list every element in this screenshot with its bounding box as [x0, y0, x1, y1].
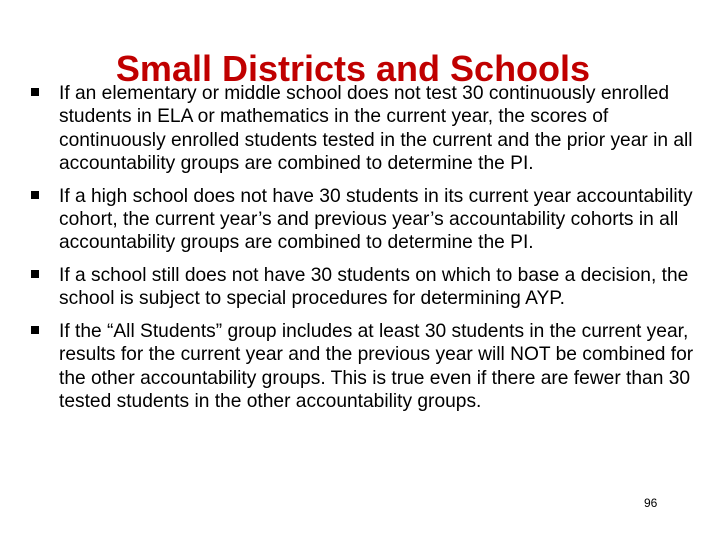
square-bullet-icon — [31, 191, 39, 199]
bullet-text: If the “All Students” group includes at least 30 students in the current year, results for the current year and the previous year will NOT be combined for the other accountability groups. This is true even if there are fewer than 30 tested students in the other accountability groups. — [59, 321, 694, 413]
bullet-item — [30, 82, 706, 175]
bullet-item — [30, 264, 706, 311]
slide-title: Small Districts and Schools — [115, 48, 591, 90]
page-number: 96 — [644, 496, 658, 510]
bullet-item — [30, 185, 706, 255]
bullet-list — [30, 82, 706, 423]
bullet-text: If a school still does not have 30 students on which to base a decision, the school is subject to special procedures for determining AYP. — [59, 265, 689, 310]
bullet-text: If an elementary or middle school does not test 30 continuously enrolled students in ELA or mathematics in the current year, the scores of continuously enrolled students tested in the current and the prior year in all accountability groups are combined to determine the PI. — [59, 83, 693, 174]
square-bullet-icon — [31, 326, 39, 334]
bullet-text: If a high school does not have 30 students in its current year accountability cohort, the current year’s and previous year’s accountability cohorts in all accountability groups are combined to determine the PI. — [59, 185, 693, 254]
square-bullet-icon — [31, 88, 39, 96]
bullet-item — [30, 320, 706, 413]
square-bullet-icon — [31, 270, 39, 278]
